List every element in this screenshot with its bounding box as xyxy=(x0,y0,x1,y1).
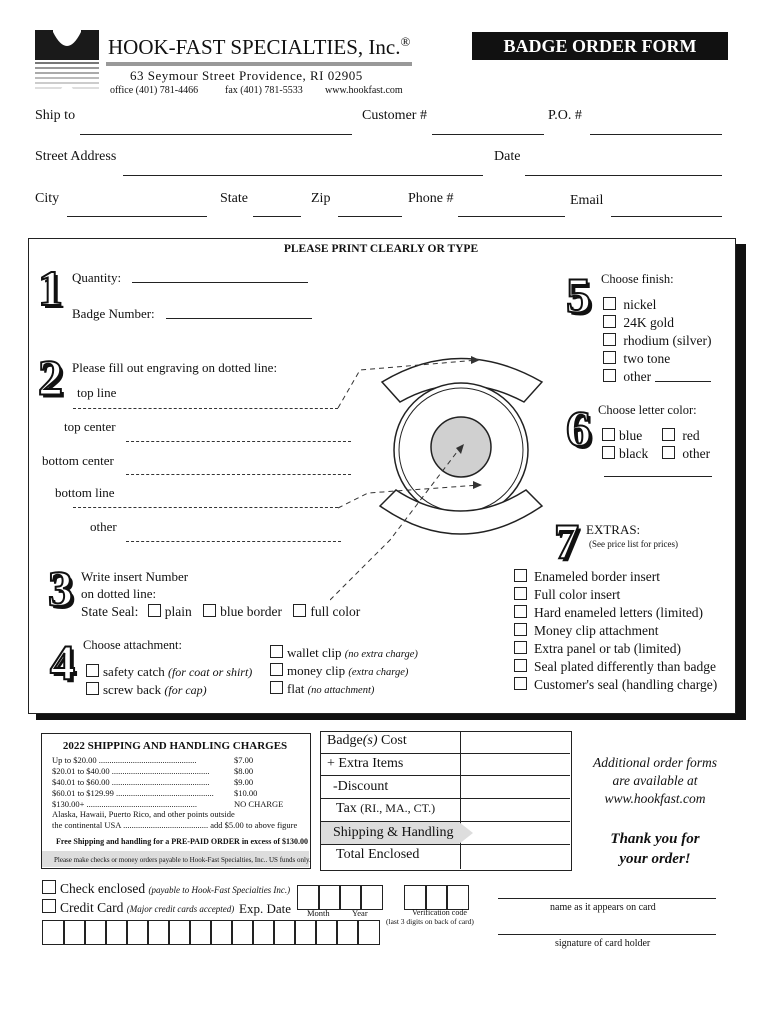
plain-label: plain xyxy=(164,604,192,619)
color-other-field[interactable] xyxy=(604,476,712,477)
card-number-box[interactable] xyxy=(63,920,86,945)
safety-catch-checkbox[interactable] xyxy=(86,664,99,677)
email-label: Email xyxy=(570,193,604,208)
shipping-row xyxy=(52,766,292,776)
extras-option xyxy=(514,569,660,585)
safety-catch-label: safety catch xyxy=(103,664,165,679)
check-enclosed-note: (payable to Hook-Fast Specialties Inc.) xyxy=(148,885,291,895)
company-fax: fax (401) 781-5533 xyxy=(225,85,303,96)
company-web: www.hookfast.com xyxy=(325,85,403,96)
bottom-center-field[interactable] xyxy=(126,474,351,475)
tax-label: Tax (RI., MA., CT.) xyxy=(336,801,436,816)
extras-label: Seal plated differently than badge xyxy=(534,659,716,674)
exp-date-box[interactable] xyxy=(339,885,362,910)
finish-gold xyxy=(603,315,674,331)
shipping-range: $130.00+ xyxy=(52,799,85,809)
company-address: 63 Seymour Street Providence, RI 02905 xyxy=(130,68,363,83)
card-number-box[interactable] xyxy=(147,920,170,945)
additional-forms-line3: www.hookfast.com xyxy=(604,791,706,806)
finish-other-label: other xyxy=(623,369,652,384)
city-label: City xyxy=(35,191,60,206)
credit-card-checkbox[interactable] xyxy=(42,899,56,913)
black-label: black xyxy=(619,446,649,461)
thank-you-line2: your order! xyxy=(619,851,691,867)
engraving-title: Please fill out engraving on dotted line: xyxy=(72,360,278,375)
check-enclosed-option xyxy=(42,880,290,897)
top-line-field[interactable] xyxy=(73,408,338,409)
full-color-checkbox[interactable] xyxy=(293,604,306,617)
step-5-number: 5 xyxy=(566,267,591,323)
city-field[interactable] xyxy=(67,216,207,217)
badge-number-field[interactable] xyxy=(166,318,312,319)
card-number-box[interactable] xyxy=(84,920,107,945)
date-field[interactable] xyxy=(525,175,722,176)
flat-checkbox[interactable] xyxy=(270,681,283,694)
shipping-range: $20.01 to $40.00 xyxy=(52,766,110,776)
extras-option xyxy=(514,623,658,639)
extras-title: EXTRAS: xyxy=(586,522,641,537)
extras-option xyxy=(514,605,703,621)
shipping-range: Up to $20.00 xyxy=(52,755,97,765)
color-red xyxy=(662,428,700,444)
blue-label: blue xyxy=(619,428,643,443)
finish-two-tone xyxy=(603,351,670,367)
screw-back-option xyxy=(86,682,207,698)
ship-to-label: Ship to xyxy=(35,108,76,123)
screw-back-checkbox[interactable] xyxy=(86,682,99,695)
leader-dots: .............................................. xyxy=(113,788,214,798)
extras-checkbox[interactable] xyxy=(514,677,527,690)
company-name: HOOK-FAST SPECIALTIES, Inc.® xyxy=(108,34,411,59)
shipping-price: $10.00 xyxy=(234,788,258,798)
step-7-number: 7 xyxy=(554,513,579,569)
shipping-row xyxy=(52,777,292,787)
extras-label: Full color insert xyxy=(534,587,621,602)
card-number-box[interactable] xyxy=(252,920,275,945)
extras-label: Hard enameled letters (limited) xyxy=(534,605,704,620)
flat-label: flat xyxy=(287,681,305,696)
extras-note: (See price list for prices) xyxy=(589,539,678,549)
finish-other xyxy=(603,369,651,385)
nickel-checkbox[interactable] xyxy=(603,297,616,310)
extras-label: Extra panel or tab (limited) xyxy=(534,641,681,656)
total-label: Total Enclosed xyxy=(336,847,420,862)
exp-date-box[interactable] xyxy=(297,885,320,910)
signature-field[interactable] xyxy=(498,934,716,935)
step-4-number: 4 xyxy=(50,634,75,690)
extras-checkbox[interactable] xyxy=(514,641,527,654)
form-title: BADGE ORDER FORM xyxy=(472,32,728,60)
customer-no-label: Customer # xyxy=(362,108,427,123)
card-number-box[interactable] xyxy=(357,920,380,945)
shipping-row xyxy=(52,788,292,798)
panel-heading: PLEASE PRINT CLEARLY OR TYPE xyxy=(283,243,479,255)
extra-items-label: + Extra Items xyxy=(327,756,404,771)
verification-label: Verification code xyxy=(412,908,467,917)
finish-nickel xyxy=(603,297,656,313)
flat-note: (no attachment) xyxy=(307,685,375,696)
money-clip-note: (extra charge) xyxy=(348,667,409,678)
alaska-region: the continental USA xyxy=(52,820,121,830)
quantity-field[interactable] xyxy=(132,282,308,283)
black-checkbox[interactable] xyxy=(602,446,615,459)
card-number-box[interactable] xyxy=(126,920,149,945)
card-number-box[interactable] xyxy=(231,920,254,945)
shipping-price: $7.00 xyxy=(234,755,254,765)
discount-field[interactable] xyxy=(461,776,569,797)
screw-back-note: (for cap) xyxy=(164,683,207,697)
finish-title: Choose finish: xyxy=(601,272,674,286)
state-seal-row xyxy=(81,604,360,620)
letter-color-title: Choose letter color: xyxy=(598,403,697,417)
customer-no-field[interactable] xyxy=(432,134,544,135)
money-clip-checkbox[interactable] xyxy=(270,663,283,676)
shipping-title: 2022 SHIPPING AND HANDLING CHARGES xyxy=(62,740,288,752)
po-label: P.O. # xyxy=(548,108,582,123)
verification-box[interactable] xyxy=(425,885,448,910)
card-number-box[interactable] xyxy=(189,920,212,945)
nickel-label: nickel xyxy=(623,297,657,312)
exp-date-box[interactable] xyxy=(318,885,341,910)
extra-items-field[interactable] xyxy=(461,754,569,775)
gold-checkbox[interactable] xyxy=(603,315,616,328)
additional-forms-line2: are available at xyxy=(612,773,698,788)
blue-checkbox[interactable] xyxy=(602,428,615,441)
top-center-label: top center xyxy=(64,419,116,434)
card-number-box[interactable] xyxy=(273,920,296,945)
po-field[interactable] xyxy=(590,134,722,135)
check-enclosed-checkbox[interactable] xyxy=(42,880,56,894)
state-field[interactable] xyxy=(253,216,301,217)
card-number-box[interactable] xyxy=(210,920,233,945)
top-line-label: top line xyxy=(77,385,117,400)
money-clip-label: money clip xyxy=(287,663,346,678)
bottom-center-label: bottom center xyxy=(42,453,114,468)
flat-option xyxy=(270,681,374,697)
shipping-range: $60.01 to $129.99 xyxy=(52,788,114,798)
additional-forms-note xyxy=(580,754,730,808)
gold-label: 24K gold xyxy=(623,315,674,330)
extras-option xyxy=(514,659,716,675)
rhodium-label: rhodium (silver) xyxy=(623,333,712,348)
color-black xyxy=(602,446,648,462)
checks-note: Please make checks or money orders payable to Hook-Fast Specialties, Inc.. US funds only. xyxy=(54,856,311,864)
month-label: Month xyxy=(307,908,330,918)
extras-option xyxy=(514,641,681,657)
insert-title: Write insert Number xyxy=(81,569,189,584)
bottom-line-label: bottom line xyxy=(55,485,115,500)
full-color-label: full color xyxy=(310,604,361,619)
verification-box[interactable] xyxy=(446,885,469,910)
extras-option xyxy=(514,587,620,603)
color-other xyxy=(662,446,710,462)
blue-border-label: blue border xyxy=(220,604,282,619)
state-label: State xyxy=(220,191,248,206)
shipping-label: Shipping & Handling xyxy=(333,825,454,840)
card-number-box[interactable] xyxy=(336,920,359,945)
quantity-label: Quantity: xyxy=(72,270,122,285)
email-field[interactable] xyxy=(611,216,722,217)
step-3-number: 3 xyxy=(48,560,73,616)
signature-label: signature of card holder xyxy=(555,938,651,949)
shipping-price: $9.00 xyxy=(234,777,254,787)
company-logo xyxy=(35,30,99,98)
badge-number-label: Badge Number: xyxy=(72,306,155,321)
card-number-box[interactable] xyxy=(168,920,191,945)
zip-label: Zip xyxy=(311,191,331,206)
discount-label: -Discount xyxy=(333,779,389,794)
color-other-checkbox[interactable] xyxy=(662,446,675,459)
plain-checkbox[interactable] xyxy=(148,604,161,617)
free-shipping-note: Free Shipping and handling for a PRE-PAID ORDER in excess of $130.00 xyxy=(56,837,309,846)
two-tone-label: two tone xyxy=(623,351,671,366)
shipping-row xyxy=(52,755,292,765)
card-number-box[interactable] xyxy=(105,920,128,945)
blue-border-checkbox[interactable] xyxy=(203,604,216,617)
extras-checkbox[interactable] xyxy=(514,659,527,672)
shipping-range: $40.01 to $60.00 xyxy=(52,777,110,787)
wallet-clip-note: (no extra charge) xyxy=(344,649,418,660)
additional-forms-line1: Additional order forms xyxy=(592,755,717,770)
cardholder-name-label: name as it appears on card xyxy=(550,902,656,913)
phone-field[interactable] xyxy=(458,216,565,217)
safety-catch-option xyxy=(86,664,252,680)
color-other-label: other xyxy=(682,446,711,461)
badge-cost-field[interactable] xyxy=(461,732,569,753)
extras-checkbox[interactable] xyxy=(514,569,527,582)
wallet-clip-checkbox[interactable] xyxy=(270,645,283,658)
thank-you-note xyxy=(580,829,730,869)
verification-box[interactable] xyxy=(404,885,427,910)
credit-card-note: (Major credit cards accepted) xyxy=(126,904,235,914)
card-number-box[interactable] xyxy=(42,920,65,945)
insert-title2: on dotted line: xyxy=(81,586,157,601)
extras-label: Enameled border insert xyxy=(534,569,660,584)
wallet-clip-option xyxy=(270,645,418,661)
other-line-field[interactable] xyxy=(126,541,341,542)
extras-checkbox[interactable] xyxy=(514,587,527,600)
finish-other-field[interactable] xyxy=(655,381,711,382)
top-center-field[interactable] xyxy=(126,441,351,442)
card-number-box[interactable] xyxy=(315,920,338,945)
year-label: Year xyxy=(352,908,368,918)
bottom-line-field[interactable] xyxy=(73,507,338,508)
other-line-label: other xyxy=(90,519,117,534)
leader-dots: .................................................... xyxy=(84,799,198,809)
finish-other-checkbox[interactable] xyxy=(603,369,616,382)
step-1-number: 1 xyxy=(38,260,63,316)
money-clip-option xyxy=(270,663,408,679)
leader-dots: .............................................. xyxy=(109,766,210,776)
credit-card-option xyxy=(42,899,234,916)
state-seal-label: State Seal: xyxy=(81,604,139,619)
rhodium-checkbox[interactable] xyxy=(603,333,616,346)
exp-date-box[interactable] xyxy=(360,885,383,910)
two-tone-checkbox[interactable] xyxy=(603,351,616,364)
safety-catch-note: (for coat or shirt) xyxy=(167,665,253,679)
shipping-row xyxy=(52,799,292,809)
screw-back-label: screw back xyxy=(103,682,162,697)
exp-date-label: Exp. Date xyxy=(239,901,291,916)
wallet-clip-label: wallet clip xyxy=(287,645,342,660)
zip-field[interactable] xyxy=(338,216,402,217)
attachment-title: Choose attachment: xyxy=(83,638,182,652)
leader-dots: .............................................. xyxy=(96,755,197,765)
shipping-field[interactable] xyxy=(461,822,569,843)
badge-cost-label: Badge(s) Cost xyxy=(327,733,407,748)
leader-dots: .............................................. xyxy=(109,777,210,787)
total-field[interactable] xyxy=(461,845,569,868)
check-enclosed-label: Check enclosed xyxy=(60,881,146,896)
shipping-price: NO CHARGE xyxy=(234,799,284,809)
street-field[interactable] xyxy=(123,175,483,176)
cardholder-name-field[interactable] xyxy=(498,898,716,899)
step-2-number: 2 xyxy=(38,349,63,405)
ship-to-field[interactable] xyxy=(80,134,352,135)
extras-label: Customer's seal (handling charge) xyxy=(534,677,718,692)
verification-note: (last 3 digits on back of card) xyxy=(386,917,474,926)
thank-you-line1: Thank you for xyxy=(610,831,700,847)
tax-field[interactable] xyxy=(461,799,569,820)
phone-label: Phone # xyxy=(408,191,454,206)
red-label: red xyxy=(682,428,700,443)
alaska-note-2: the continental USA ........................................ add $5.00 to above figure xyxy=(52,820,298,830)
step-6-number: 6 xyxy=(566,400,591,456)
company-office: office (401) 781-4466 xyxy=(110,85,199,96)
finish-rhodium xyxy=(603,333,711,349)
credit-card-label: Credit Card xyxy=(60,900,124,915)
shipping-price: $8.00 xyxy=(234,766,254,776)
extras-option xyxy=(514,677,717,693)
date-label: Date xyxy=(494,149,521,164)
extras-checkbox[interactable] xyxy=(514,605,527,618)
color-blue xyxy=(602,428,642,444)
alaska-note-1: Alaska, Hawaii, Puerto Rico, and other points outside xyxy=(52,809,235,819)
extras-label: Money clip attachment xyxy=(534,623,659,638)
street-label: Street Address xyxy=(35,149,117,164)
red-checkbox[interactable] xyxy=(662,428,675,441)
alaska-price: add $5.00 to above figure xyxy=(210,820,298,830)
header-rule xyxy=(106,62,412,66)
extras-checkbox[interactable] xyxy=(514,623,527,636)
card-number-box[interactable] xyxy=(294,920,317,945)
